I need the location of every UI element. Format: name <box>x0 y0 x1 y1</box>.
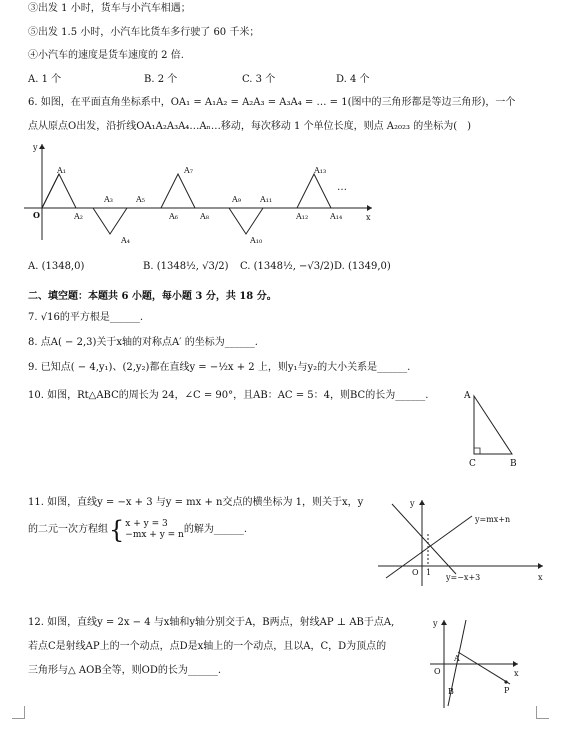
label-a11: A₁₁ <box>260 195 273 204</box>
zigzag-path <box>42 174 348 234</box>
question-8: 8. 点A( − 2,3)关于x轴的对称点A′ 的坐标为______. <box>28 337 258 348</box>
section-heading: 二、填空题：本题共 6 小题，每小题 3 分，共 18 分。 <box>28 291 277 302</box>
label-a7: A₇ <box>184 166 193 175</box>
q6-stem-line1: 6. 如图，在平面直角坐标系中，OA₁ = A₁A₂ = A₂A₃ = A₃A₄ = … = 1(图中的三角形都是等边三角形)，一个 <box>28 97 516 108</box>
q6-option-c: C. (1348½, −√3/2) <box>240 261 334 272</box>
question-10: 10. 如图，Rt△ABC的周长为 24，∠C = 90°，且AB：AC = 5：4，则BC的长为______. <box>28 390 429 401</box>
question-12-line1: 12. 如图，直线y = 2x − 4 与x轴和y轴分别交于A，B两点，射线AP ⊥ AB于点A, <box>28 617 395 628</box>
label-a8: A₈ <box>200 212 209 221</box>
label-a4: A₄ <box>121 236 130 245</box>
origin-label: O <box>434 667 441 676</box>
label-a14: A₁₄ <box>330 212 343 221</box>
x-arrow <box>367 205 372 211</box>
vertex-b-label: B <box>510 459 517 469</box>
y-label: y <box>433 619 438 628</box>
point-a-label: A <box>454 654 460 663</box>
q6-stem-line2: 点从原点O出发，沿折线OA₁A₂A₃A₄…Aₙ…移动，每次移动 1 个单位长度，则点 A₂₀₂₃ 的坐标为( ) <box>28 121 472 132</box>
line-mx-plus-n-label: y=mx+n <box>475 515 511 524</box>
label-a5: A₅ <box>136 195 145 204</box>
label-a10: A₁₀ <box>250 236 263 245</box>
right-triangle-figure <box>460 388 530 470</box>
equation-2: −mx + y = n <box>125 530 184 540</box>
label-a12: A₁₂ <box>296 212 309 221</box>
point-p <box>504 680 507 683</box>
y-arrow <box>419 500 425 505</box>
equation-system <box>125 519 184 541</box>
line-neg-x-plus-3-label: y=−x+3 <box>446 573 481 582</box>
x-label: x <box>514 669 519 678</box>
q6-option-d: D. (1349,0) <box>334 261 391 272</box>
question-7: 7. √16的平方根是______. <box>28 312 143 323</box>
line-ray-figure <box>420 614 525 712</box>
triangle-abc <box>474 396 512 454</box>
label-a2: A₂ <box>74 212 83 221</box>
zigzag-figure <box>24 140 376 248</box>
label-a9: A₉ <box>232 195 241 204</box>
question-12-line3: 三角形与△ AOB全等，则OD的长为______. <box>28 665 222 676</box>
q6-option-a: A. (1348,0) <box>28 261 85 272</box>
y-arrow <box>441 620 447 625</box>
corner-mark-left <box>12 706 25 719</box>
label-a1: A₁ <box>57 166 66 175</box>
continuation-dots: … <box>337 182 347 193</box>
question-11-line1: 11. 如图，直线y = −x + 3 与y = mx + n交点的横坐标为 1，则关于x，y <box>28 497 364 508</box>
q11-suffix: 的解为______. <box>183 524 248 535</box>
x-label: x <box>538 573 543 582</box>
label-a3: A₃ <box>104 195 113 204</box>
right-angle-mark <box>474 448 480 454</box>
q5-option-d: D. 4 个 <box>336 74 370 85</box>
two-lines-figure <box>378 494 553 588</box>
q5-option-b: B. 2 个 <box>144 74 178 85</box>
question-11-line2 <box>28 518 247 542</box>
x-arrow <box>538 563 543 569</box>
statement-3: ③出发 1 小时，货车与小汽车相遇； <box>28 3 191 14</box>
point-b-label: B <box>448 687 454 696</box>
label-a13: A₁₃ <box>314 166 327 175</box>
vertex-a-label: A <box>464 391 471 401</box>
origin-label: O <box>412 568 419 577</box>
y-label: y <box>410 499 415 508</box>
question-9: 9. 已知点( − 4,y₁)、(2,y₂)都在直线y = −½x + 2 上，则y₁与y₂的大小关系是______. <box>28 362 411 373</box>
x-label: x <box>366 213 371 222</box>
vertex-c-label: C <box>469 459 476 469</box>
equation-1: x + y = 3 <box>125 519 168 529</box>
statement-5: ⑤出发 1.5 小时，小汽车比货车多行驶了 60 千米； <box>28 27 260 38</box>
brace-icon: { <box>109 516 125 544</box>
tick-one-label: 1 <box>426 568 432 577</box>
q5-option-a: A. 1 个 <box>28 74 62 85</box>
q6-option-b: B. (1348½, √3/2) <box>143 261 229 272</box>
point-p-label: P <box>504 686 510 695</box>
y-arrow <box>39 144 45 149</box>
statement-4: ④小汽车的速度是货车速度的 2 倍. <box>28 50 184 61</box>
label-a6: A₆ <box>169 212 178 221</box>
q5-option-c: C. 3 个 <box>242 74 276 85</box>
question-12-line2: 若点C是射线AP上的一个动点，点D是x轴上的一个动点，且以A，C，D为顶点的 <box>28 641 387 652</box>
origin-label: O <box>33 210 40 220</box>
ray-ap <box>458 652 510 684</box>
x-arrow <box>513 661 518 667</box>
y-label: y <box>33 143 38 152</box>
q11-prefix: 的二元一次方程组 <box>28 524 108 535</box>
line-neg-x-plus-3 <box>392 504 456 574</box>
corner-mark-right <box>536 706 549 719</box>
